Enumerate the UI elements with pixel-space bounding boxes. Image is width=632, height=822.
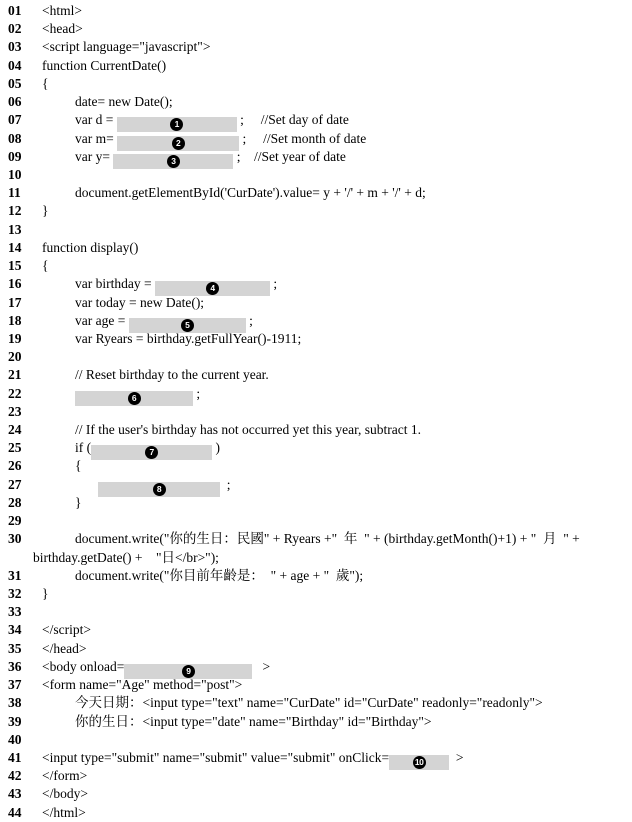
blank-number-badge: 5	[181, 319, 194, 332]
answer-blank-6	[75, 391, 193, 406]
line-number: 04	[8, 57, 22, 73]
code-text: </head>	[42, 640, 87, 656]
line-number: 10	[8, 166, 22, 182]
code-line	[0, 312, 632, 330]
code-line	[0, 111, 632, 129]
line-number: 07	[8, 112, 22, 128]
code-line-continuation	[0, 549, 632, 567]
code-text: <html>	[42, 3, 82, 18]
line-number: 27	[8, 476, 22, 492]
line-number: 23	[8, 403, 22, 419]
line-number: 14	[8, 239, 22, 255]
line-number: 12	[8, 203, 22, 219]
code-line	[0, 330, 632, 348]
code-text: <body onload= 9 >	[42, 658, 270, 676]
blank-number-badge: 6	[128, 392, 141, 405]
code-line	[0, 804, 632, 822]
line-number: 29	[8, 513, 22, 529]
code-line	[0, 75, 632, 93]
blank-number-badge: 9	[182, 665, 195, 678]
code-text: var today = new Date();	[75, 294, 205, 310]
code-line	[0, 621, 632, 639]
line-number: 44	[8, 804, 22, 820]
code-text: }	[75, 494, 82, 510]
answer-blank-8	[98, 482, 220, 497]
code-text: {	[42, 258, 49, 274]
line-number: 20	[8, 349, 22, 365]
code-line	[0, 530, 632, 548]
line-number: 13	[8, 221, 22, 237]
code-line	[0, 166, 632, 184]
code-line	[0, 38, 632, 56]
line-number: 11	[8, 185, 21, 201]
blank-number-badge: 1	[170, 118, 183, 131]
code-line	[0, 239, 632, 257]
line-number: 37	[8, 677, 22, 693]
code-line	[0, 476, 632, 494]
code-line	[0, 93, 632, 111]
line-number: 26	[8, 458, 22, 474]
code-line	[0, 767, 632, 785]
code-text: 你的生日：<input type="date" name="Birthday" id="Birthday">	[75, 713, 432, 729]
code-text: // If the user's birthday has not occurred yet this year, subtract 1.	[75, 422, 422, 438]
code-text: 6 ;	[42, 385, 200, 403]
code-line	[0, 57, 632, 75]
blank-number-badge: 4	[206, 282, 219, 295]
code-text: 8 ;	[42, 476, 231, 494]
line-number: 05	[8, 75, 22, 91]
line-number: 15	[8, 258, 22, 274]
code-line	[0, 640, 632, 658]
code-line	[0, 658, 632, 676]
line-number: 36	[8, 658, 22, 674]
line-number: 30	[8, 531, 22, 547]
code-text: var birthday = 4 ;	[42, 275, 277, 293]
code-line	[0, 20, 632, 38]
code-text: <form name="Age" method="post">	[42, 677, 243, 693]
code-text: var d = 1 ; //Set day of date	[42, 111, 349, 129]
code-line	[0, 494, 632, 512]
code-text: function CurrentDate()	[42, 57, 167, 73]
line-number: 31	[8, 567, 22, 583]
code-line	[0, 713, 632, 731]
line-number: 41	[8, 749, 22, 765]
line-number: 21	[8, 367, 22, 383]
answer-blank-10	[389, 755, 449, 770]
code-text: document.write("你的生日：民國" + Ryears +" 年 " + (birthday.getMonth()+1) + " 月 " +	[75, 531, 580, 547]
code-line	[0, 130, 632, 148]
code-line	[0, 785, 632, 803]
code-line	[0, 221, 632, 239]
code-line	[0, 294, 632, 312]
line-number: 18	[8, 312, 22, 328]
line-number: 17	[8, 294, 22, 310]
code-line	[0, 275, 632, 293]
line-number: 34	[8, 622, 22, 638]
line-number: 06	[8, 94, 22, 110]
line-number: 35	[8, 640, 22, 656]
line-number: 24	[8, 422, 22, 438]
code-text: // Reset birthday to the current year.	[75, 367, 269, 383]
code-line	[0, 2, 632, 20]
blank-number-badge: 8	[153, 483, 166, 496]
code-line	[0, 439, 632, 457]
blank-number-badge: 10	[413, 756, 426, 769]
code-line	[0, 749, 632, 767]
code-line	[0, 385, 632, 403]
code-text: </body>	[42, 786, 88, 802]
code-line	[0, 421, 632, 439]
code-text: <head>	[42, 21, 83, 37]
code-line	[0, 585, 632, 603]
code-line	[0, 512, 632, 530]
code-text: var Ryears = birthday.getFullYear()-1911;	[75, 330, 302, 346]
code-line	[0, 603, 632, 621]
blank-number-badge: 2	[172, 137, 185, 150]
line-number: 28	[8, 494, 22, 510]
code-text: </script>	[42, 622, 91, 638]
code-text: </form>	[42, 768, 88, 784]
line-number: 33	[8, 604, 22, 620]
answer-blank-3	[113, 154, 233, 169]
line-number: 02	[8, 21, 22, 37]
code-text: var m= 2 ; //Set month of date	[42, 130, 366, 148]
code-listing	[0, 2, 632, 822]
code-line	[0, 731, 632, 749]
code-text: birthday.getDate() + "日</br>");	[33, 549, 219, 565]
code-line	[0, 257, 632, 275]
code-text: date= new Date();	[75, 94, 173, 110]
line-number: 22	[8, 385, 22, 401]
code-text: document.getElementById('CurDate').value= y + '/' + m + '/' + d;	[75, 185, 426, 201]
code-text: var y= 3 ; //Set year of date	[42, 148, 346, 166]
code-line	[0, 348, 632, 366]
code-text: }	[42, 586, 49, 601]
code-line	[0, 366, 632, 384]
code-line	[0, 184, 632, 202]
code-text: var age = 5 ;	[42, 312, 253, 330]
line-number: 25	[8, 440, 22, 456]
line-number: 40	[8, 731, 22, 747]
code-text: 今天日期：<input type="text" name="CurDate" id="CurDate" readonly="readonly">	[75, 695, 543, 711]
blank-number-badge: 7	[145, 446, 158, 459]
line-number: 38	[8, 695, 22, 711]
line-number: 08	[8, 130, 22, 146]
code-text: {	[75, 458, 82, 474]
code-line	[0, 676, 632, 694]
code-line	[0, 694, 632, 712]
code-line	[0, 567, 632, 585]
line-number: 01	[8, 3, 22, 18]
line-number: 43	[8, 786, 22, 802]
line-number: 16	[8, 276, 22, 292]
code-line	[0, 202, 632, 220]
line-number: 09	[8, 148, 22, 164]
line-number: 03	[8, 39, 22, 55]
code-text: }	[42, 203, 49, 219]
line-number: 19	[8, 330, 22, 346]
line-number: 39	[8, 713, 22, 729]
code-text: <script language="javascript">	[42, 39, 211, 55]
code-line	[0, 148, 632, 166]
code-text: {	[42, 75, 49, 91]
code-text: document.write("你目前年齡是： " + age + " 歲");	[75, 567, 364, 583]
code-text: </html>	[42, 804, 86, 820]
code-text: function display()	[42, 239, 139, 255]
blank-number-badge: 3	[167, 155, 180, 168]
code-text: <input type="submit" name="submit" value="submit" onClick= 10 >	[42, 749, 464, 767]
line-number: 42	[8, 768, 22, 784]
answer-blank-7	[91, 445, 212, 460]
line-number: 32	[8, 586, 22, 601]
code-text: if ( 7 )	[42, 439, 220, 457]
